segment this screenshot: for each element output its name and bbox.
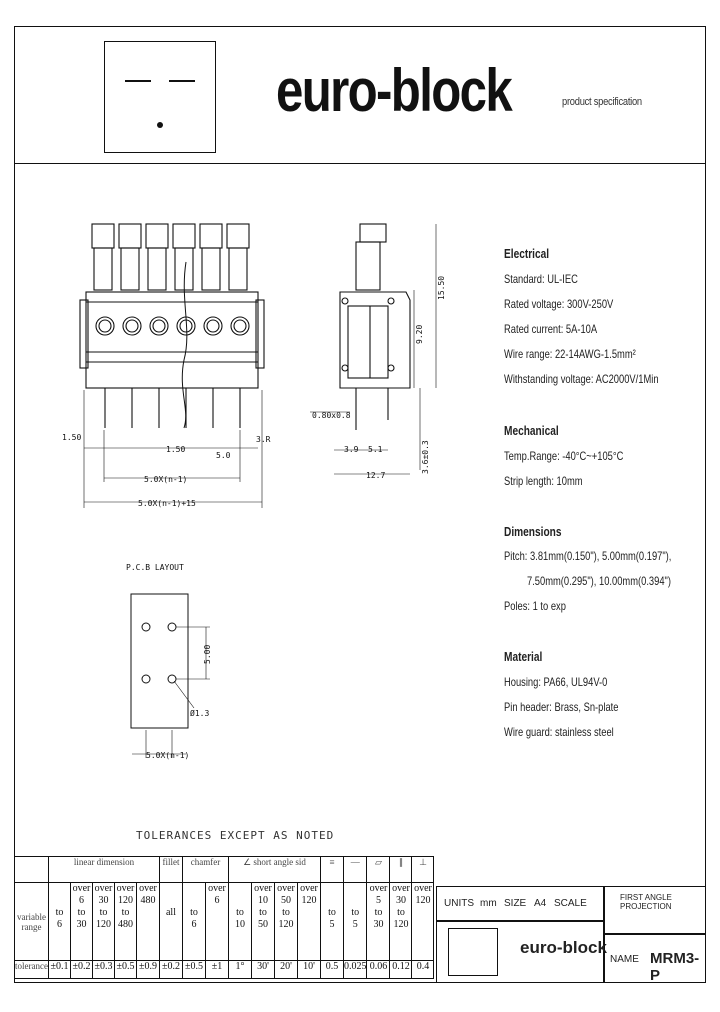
range-over <box>49 883 70 895</box>
dim-height-total: 15.50 <box>437 275 446 300</box>
range-val2: 120 <box>278 919 294 930</box>
spec-line: Rated current: 5A-10A <box>504 322 598 336</box>
angle-icon: ∠ <box>243 857 252 867</box>
dim-span-inner: 5.0X(n-1) <box>144 475 188 484</box>
range-to: to <box>190 907 198 918</box>
range-val1: 120 <box>301 895 317 906</box>
tolerance-value: ±0.1 <box>48 961 70 979</box>
range-val2 <box>137 919 159 931</box>
terminal-part <box>119 224 141 248</box>
tolerance-value: 0.5 <box>320 961 343 979</box>
range-to: to <box>282 907 290 918</box>
title-brand: euro-block <box>520 938 607 957</box>
terminal-part <box>146 224 168 248</box>
dim-pin-len: 3.6±0.3 <box>421 440 430 474</box>
range-to: to <box>259 907 267 918</box>
spec-line: Withstanding voltage: AC2000V/1Min <box>504 372 659 386</box>
title-block <box>436 886 706 983</box>
spec-line: Wire guard: stainless steel <box>504 725 614 739</box>
header-sym4: ∥ <box>390 857 412 883</box>
range-to: to <box>121 907 130 918</box>
range-over <box>229 883 251 895</box>
range-cell <box>182 883 205 961</box>
part-name: MRM3-P <box>650 950 700 984</box>
dim-pitch-b: 5.0 <box>216 451 231 460</box>
range-over <box>183 883 205 895</box>
range-cell <box>390 883 412 961</box>
projection-label: FIRST ANGLE PROJECTION <box>620 893 672 911</box>
range-over: over <box>300 883 318 894</box>
header-angle-label: short angle sid <box>253 857 306 867</box>
tolerance-value: 10' <box>297 961 320 979</box>
range-val2 <box>206 919 228 931</box>
range-to: to <box>374 907 383 918</box>
tolerance-value: 30' <box>251 961 274 979</box>
terminal-part <box>148 248 166 290</box>
dim-left-offset: 1.50 <box>62 433 82 442</box>
dim-span-total: 5.0X(n-1)+15 <box>138 499 196 508</box>
tolerance-table <box>14 856 434 979</box>
table-corner <box>15 857 49 883</box>
header-angle <box>228 857 320 883</box>
spec-line: Standard: UL-IEC <box>504 272 578 286</box>
dim-depth: 12.7 <box>366 471 386 480</box>
range-val2: 30 <box>76 919 87 930</box>
range-to: to <box>328 907 336 918</box>
range-cell <box>297 883 320 961</box>
front-view <box>80 224 264 428</box>
pcb-horz-pitch: 5.0X(n-1) <box>146 751 190 760</box>
scale-label: SCALE <box>554 898 587 909</box>
range-over: over <box>254 883 272 894</box>
header-sym1: ≡ <box>320 857 343 883</box>
terminal-part <box>121 248 139 290</box>
range-over: over <box>369 883 388 894</box>
tolerance-value: 0.06 <box>367 961 390 979</box>
tolerance-value: ±0.2 <box>159 961 182 979</box>
tolerance-value: ±0.9 <box>136 961 159 979</box>
range-to: to <box>99 907 108 918</box>
range-over <box>160 883 182 895</box>
header-sym3: ▱ <box>367 857 390 883</box>
terminal-part <box>227 224 249 248</box>
terminal-part <box>99 320 111 332</box>
tolerance-value: ±0.5 <box>114 961 136 979</box>
terminal-part <box>94 248 112 290</box>
range-val2: 10 <box>234 919 245 930</box>
tolerance-value: 0.4 <box>412 961 434 979</box>
dim-height-body: 9.20 <box>415 324 424 344</box>
range-val1: 480 <box>140 895 156 906</box>
header-sym2: — <box>343 857 367 883</box>
spec-line: Pitch: 3.81mm(0.150"), 5.00mm(0.197"), <box>504 549 672 563</box>
range-over: over <box>116 883 135 894</box>
range-cell <box>92 883 114 961</box>
spec-line: Rated voltage: 300V-250V <box>504 297 614 311</box>
tolerance-value: 1° <box>228 961 251 979</box>
spec-mechanical-heading: Mechanical <box>504 423 559 438</box>
range-cell <box>228 883 251 961</box>
range-val2 <box>298 919 320 931</box>
range-val2: 50 <box>257 919 268 930</box>
range-val1: 50 <box>280 895 291 906</box>
terminal-part <box>207 320 219 332</box>
range-val1: 30 <box>98 895 109 906</box>
size-label: SIZE <box>504 898 527 909</box>
tolerance-title: TOLERANCES EXCEPT AS NOTED <box>136 829 335 842</box>
spec-line: Strip length: 10mm <box>504 474 583 488</box>
header-chamfer: chamfer <box>182 857 228 883</box>
range-over: over <box>392 883 410 894</box>
dim-right-offset: 3.R <box>256 435 271 444</box>
range-over: over <box>139 883 157 894</box>
range-val1: 30 <box>395 895 406 906</box>
range-val1 <box>160 895 182 907</box>
range-val2 <box>412 919 433 931</box>
range-cell <box>159 883 182 961</box>
range-cell <box>320 883 343 961</box>
range-over: over <box>277 883 295 894</box>
terminal-part <box>126 320 138 332</box>
range-val1 <box>321 895 343 907</box>
range-val1 <box>229 895 251 907</box>
range-val1: 6 <box>78 895 84 906</box>
terminal-part <box>229 248 247 290</box>
tolerance-value: 20' <box>274 961 297 979</box>
range-to: to <box>351 907 360 918</box>
range-val1: 10 <box>257 895 268 906</box>
range-over: over <box>414 883 432 894</box>
range-val1 <box>344 895 367 907</box>
side-dimensions <box>310 224 436 474</box>
range-val1: 5 <box>375 895 381 906</box>
range-val2: 120 <box>393 919 409 930</box>
terminal-part <box>153 320 165 332</box>
range-val1 <box>49 895 70 907</box>
tolerance-value: ±0.5 <box>182 961 205 979</box>
name-label: NAME <box>610 954 639 965</box>
header-fillet: fillet <box>159 857 182 883</box>
spec-line: Wire range: 22-14AWG-1.5mm² <box>504 347 636 361</box>
range-cell <box>251 883 274 961</box>
range-to: to <box>236 907 244 918</box>
subtitle: product specification <box>562 96 642 108</box>
range-val1: 6 <box>214 895 220 906</box>
spec-material-heading: Material <box>504 649 543 664</box>
range-val2 <box>160 919 182 931</box>
header-sym5: ⊥ <box>412 857 434 883</box>
spec-line: Housing: PA66, UL94V-0 <box>504 675 608 689</box>
dim-pitch-a: 1.50 <box>166 445 186 454</box>
header-linear: linear dimension <box>48 857 159 883</box>
range-over: over <box>72 883 91 894</box>
range-cell <box>412 883 434 961</box>
range-over: over <box>94 883 113 894</box>
range-to: to <box>55 907 64 918</box>
pcb-hole-dia: Ø1.3 <box>190 709 210 718</box>
terminal-part <box>173 224 195 248</box>
range-cell <box>136 883 159 961</box>
dim-pin-b: 5.1 <box>368 445 383 454</box>
row-label-tolerance: tolerance <box>15 961 49 979</box>
range-cell <box>205 883 228 961</box>
spec-electrical-heading: Electrical <box>504 246 550 261</box>
spec-line: 7.50mm(0.295"), 10.00mm(0.394") <box>527 574 671 588</box>
range-to: to <box>77 907 86 918</box>
range-val1: 120 <box>117 895 133 906</box>
range-val2: 5 <box>329 919 335 930</box>
pcb-dimensions <box>132 627 210 758</box>
pcb-view <box>131 594 188 728</box>
range-val2: 30 <box>373 919 384 930</box>
spec-line: Temp.Range: -40°C~+105°C <box>504 449 624 463</box>
terminal-part <box>234 320 246 332</box>
units-value: mm <box>480 898 497 909</box>
range-cell <box>48 883 70 961</box>
range-over: over <box>208 883 226 894</box>
pcb-layout-label: P.C.B LAYOUT <box>126 563 184 572</box>
range-to <box>412 907 433 919</box>
range-to <box>206 907 228 919</box>
range-val2: 5 <box>352 919 358 930</box>
tolerance-value: ±0.2 <box>70 961 92 979</box>
pcb-vert-pitch: 5.00 <box>203 644 212 664</box>
range-cell <box>367 883 390 961</box>
dim-pin-dia: 0.80x0.8 <box>312 411 351 420</box>
terminal-part <box>202 248 220 290</box>
range-val2: 480 <box>117 919 133 930</box>
tolerance-value: ±0.3 <box>92 961 114 979</box>
range-cell <box>114 883 136 961</box>
terminal-part <box>200 224 222 248</box>
spec-dimensions-heading: Dimensions <box>504 524 562 539</box>
row-label-variable: variable range <box>15 883 49 961</box>
size-value: A4 <box>534 898 547 909</box>
range-val1 <box>183 895 205 907</box>
range-to <box>298 907 320 919</box>
title-logo <box>448 928 498 976</box>
range-val2: 6 <box>56 919 62 930</box>
tolerance-value: 0.12 <box>390 961 412 979</box>
range-cell <box>274 883 297 961</box>
range-val1: 120 <box>415 895 431 906</box>
range-cell <box>343 883 367 961</box>
spec-line: Poles: 1 to exp <box>504 599 566 613</box>
tolerance-value: ±1 <box>205 961 228 979</box>
range-val2: 6 <box>191 919 197 930</box>
range-to: all <box>165 907 176 918</box>
units-label: UNITS <box>444 898 474 909</box>
range-over <box>321 883 343 895</box>
brand-title: euro-block <box>276 57 512 124</box>
range-over <box>344 883 367 895</box>
range-val2: 120 <box>95 919 111 930</box>
spec-line: Pin header: Brass, Sn-plate <box>504 700 619 714</box>
range-to: to <box>397 907 405 918</box>
dim-pin-a: 3.9 <box>344 445 359 454</box>
tolerance-value: 0.025 <box>343 961 367 979</box>
range-cell <box>70 883 92 961</box>
side-view <box>340 224 410 430</box>
terminal-part <box>92 224 114 248</box>
range-to <box>137 907 159 919</box>
